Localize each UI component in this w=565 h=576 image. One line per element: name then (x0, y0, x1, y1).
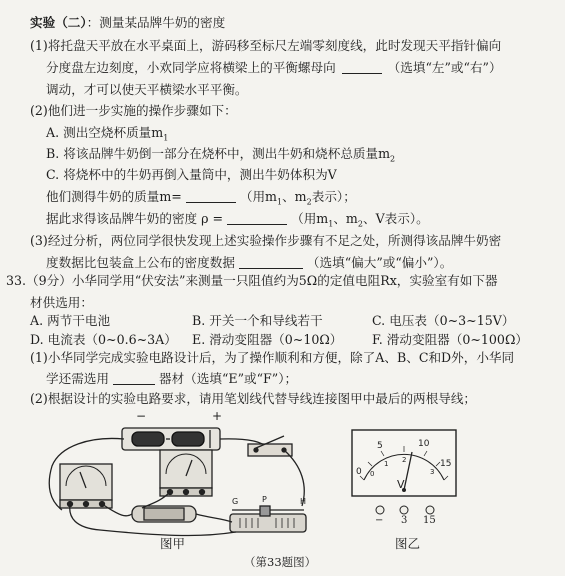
exp2-q1-text: 分度盘左边刻度，小欢同学应将横梁上的平衡螺母向 (46, 60, 336, 75)
dial-inner-1: 1 (384, 460, 389, 468)
answer-blank-direction[interactable] (342, 61, 382, 74)
figure-right-label: 图乙 (395, 536, 421, 551)
density-hint-c: 、V表示）。 (362, 211, 429, 226)
answer-blank-density[interactable] (227, 212, 287, 225)
q33-stem-line2: 材供选用： (30, 295, 93, 310)
q33-part1-hint: 器材（选填“E”或“F”）； (158, 371, 298, 386)
mass-line (46, 188, 356, 211)
mass-hint-sub1: 1 (276, 197, 283, 207)
q33-part1-line2 (46, 370, 297, 387)
figure-left-label: 图甲 (160, 536, 186, 551)
mass-hint-b: 、m (282, 189, 307, 204)
mass-hint-c: 表示）； (311, 189, 356, 204)
step-a-text: A. 测出空烧杯质量m (46, 125, 164, 140)
dial-inner-0: 0 (370, 470, 375, 478)
exp2-q1-line2 (46, 59, 502, 76)
step-b-text: B. 将该品牌牛奶倒一部分在烧杯中，测出牛奶和烧杯总质量m (46, 146, 391, 161)
q33-stem-line1: 33.（9分）小华同学用“伏安法”来测量一只阻值约为5Ω的定值电阻Rx，实验室有如下器 (6, 273, 498, 288)
answer-blank-mass[interactable] (186, 190, 236, 203)
terminal-15: 15 (423, 515, 436, 526)
density-hint-sub2: 2 (357, 219, 363, 229)
exp2-q3-text: 度数据比包装盒上公布的密度数据 (46, 255, 235, 270)
dial-scale-10: 10 (418, 439, 430, 449)
dial-scale-15: 15 (440, 459, 452, 469)
density-hint-b: 、m (333, 211, 358, 226)
figure-caption: （第33题图） (244, 555, 317, 569)
battery-sign-minus: − (136, 409, 147, 423)
option-b: B. 开关一个和导线若干 (192, 313, 323, 328)
option-d: D. 电流表（0~0.6~3A） (30, 332, 177, 347)
option-a: A. 两节干电池 (30, 313, 111, 328)
density-hint-a: （用m (291, 211, 329, 226)
step-a-sub: 1 (163, 133, 169, 143)
step-a (46, 124, 168, 147)
dial-inner-2: 2 (402, 456, 407, 464)
dial-unit: V (397, 478, 405, 491)
exp2-heading-rest: ：测量某品牌牛奶的密度 (86, 15, 226, 30)
answer-blank-bias[interactable] (239, 256, 303, 269)
rheostat-label-p: P (262, 495, 267, 504)
density-line (46, 210, 429, 233)
dial-scale-0: 0 (356, 467, 362, 477)
exp2-q3-line2 (46, 254, 452, 271)
exp2-heading-bold: 实验（二） (30, 15, 87, 30)
exp2-heading (30, 14, 225, 31)
exp2-q1-line3: 调动，才可以使天平横梁水平平衡。 (46, 82, 248, 97)
mass-text: 他们测得牛奶的质量m= (46, 189, 182, 204)
dial-scale-5: 5 (377, 441, 383, 451)
step-b-sub: 2 (390, 154, 396, 164)
step-c: C. 将烧杯中的牛奶再倒入量筒中，测出牛奶体积为V (46, 167, 337, 182)
q33-part1-line1: (1)小华同学完成实验电路设计后，为了操作顺利和方便，除了A、B、C和D外，小华同 (30, 350, 515, 365)
exp2-q2-intro: (2)他们进一步实施的操作步骤如下： (30, 103, 237, 118)
rheostat-label-h: H (300, 497, 307, 506)
option-e: E. 滑动变阻器（0~10Ω） (192, 332, 343, 347)
battery-sign-plus: + (212, 409, 223, 423)
exp2-q3-line1: (3)经过分析，两位同学很快发现上述实验操作步骤有不足之处，所测得该品牌牛奶密 (30, 233, 502, 248)
rheostat-label-g: G (232, 497, 239, 506)
density-text: 据此求得该品牌牛奶的密度 ρ = (46, 211, 224, 226)
answer-blank-rheostat[interactable] (113, 372, 155, 385)
option-f: F. 滑动变阻器（0~100Ω） (372, 332, 528, 347)
exp2-q1-line1: (1)将托盘天平放在水平桌面上，游码移至标尺左端零刻度线，此时发现天平指针偏向 (30, 38, 502, 53)
exp2-q3-hint: （选填“偏大”或“偏小”）。 (306, 255, 453, 270)
mass-hint-a: （用m (239, 189, 277, 204)
mass-hint-sub2: 2 (306, 197, 312, 207)
voltmeter-dial (350, 428, 458, 520)
q33-part2: (2)根据设计的实验电路要求，请用笔划线代替导线连接图甲中最后的两根导线； (30, 391, 477, 406)
option-c: C. 电压表（0~3~15V） (372, 313, 515, 328)
dial-inner-3: 3 (430, 468, 435, 476)
terminal-3: 3 (401, 515, 408, 526)
density-hint-sub1: 1 (328, 219, 334, 229)
step-b (46, 145, 395, 168)
exp2-q1-hint: （选填“左”或“右”） (387, 60, 502, 75)
q33-part1-text: 学还需选用 (46, 371, 109, 386)
terminal-minus: − (375, 515, 384, 526)
